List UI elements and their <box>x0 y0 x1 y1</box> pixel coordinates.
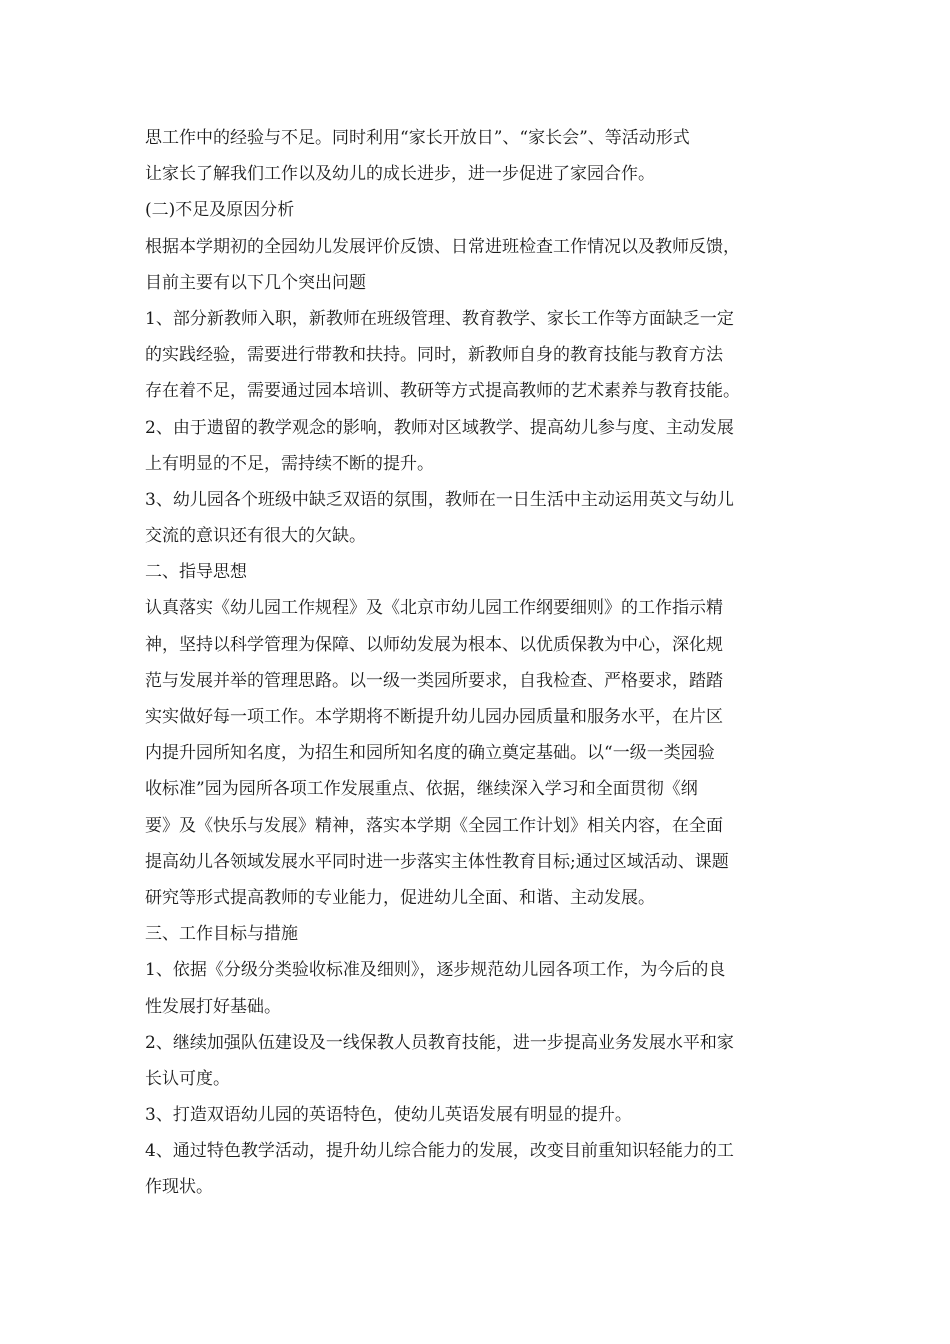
text-line: 范与发展并举的管理思路。以一级一类园所要求，自我检查、严格要求，踏踏 <box>145 670 723 691</box>
list-item-line: 1、依据《分级分类验收标准及细则》，逐步规范幼儿园各项工作，为今后的良 <box>145 960 726 981</box>
list-item-line: 4、通过特色教学活动，提升幼儿综合能力的发展，改变目前重知识轻能力的工 <box>145 1141 734 1162</box>
text-line: 目前主要有以下几个突出问题 <box>145 272 366 293</box>
text-line: 研究等形式提高教师的专业能力，促进幼儿全面、和谐、主动发展。 <box>145 887 655 908</box>
list-item-line: 2、继续加强队伍建设及一线保教人员教育技能，进一步提高业务发展水平和家 <box>145 1032 734 1053</box>
text-line: 神，坚持以科学管理为保障、以师幼发展为根本、以优质保教为中心，深化规 <box>145 634 723 655</box>
section-heading: 二、指导思想 <box>145 562 247 583</box>
text-line: 思工作中的经验与不足。同时利用“家长开放日”、“家长会”、等活动形式 <box>145 128 690 148</box>
section-heading: (二)不足及原因分析 <box>145 200 295 221</box>
list-item-line: 3、幼儿园各个班级中缺乏双语的氛围，教师在一日生活中主动运用英文与幼儿 <box>145 489 734 510</box>
text-line: 根据本学期初的全园幼儿发展评价反馈、日常进班检查工作情况以及教师反馈， <box>145 236 740 257</box>
section-heading: 三、工作目标与措施 <box>145 924 298 945</box>
text-line: 提高幼儿各领域发展水平同时进一步落实主体性教育目标;通过区域活动、课题 <box>145 851 729 872</box>
text-line: 内提升园所知名度，为招生和园所知名度的确立奠定基础。以“一级一类园验 <box>145 743 715 764</box>
text-line: 认真落实《幼儿园工作规程》及《北京市幼儿园工作纲要细则》的工作指示精 <box>145 598 723 619</box>
list-item-line: 性发展打好基础。 <box>145 996 281 1017</box>
list-item-line: 作现状。 <box>145 1177 213 1198</box>
list-item-line: 长认可度。 <box>145 1068 230 1089</box>
text-line: 实实做好每一项工作。本学期将不断提升幼儿园办园质量和服务水平，在片区 <box>145 707 723 727</box>
list-item-line: 1、部分新教师入职，新教师在班级管理、教育教学、家长工作等方面缺乏一定 <box>145 308 734 329</box>
list-item-line: 的实践经验，需要进行带教和扶持。同时，新教师自身的教育技能与教育方法 <box>145 345 723 366</box>
list-item-line: 3、打造双语幼儿园的英语特色，使幼儿英语发展有明显的提升。 <box>145 1105 632 1126</box>
document-body <box>145 120 815 1206</box>
text-line: 收标准”园为园所各项工作发展重点、依据，继续深入学习和全面贯彻《纲 <box>145 779 698 800</box>
text-line: 要》及《快乐与发展》精神，落实本学期《全园工作计划》相关内容，在全面 <box>145 815 723 836</box>
list-item-line: 交流的意识还有很大的欠缺。 <box>145 526 366 547</box>
text-line: 让家长了解我们工作以及幼儿的成长进步，进一步促进了家园合作。 <box>145 164 655 185</box>
list-item-line: 存在着不足，需要通过园本培训、教研等方式提高教师的艺术素养与教育技能。 <box>145 381 740 402</box>
list-item-line: 2、由于遗留的教学观念的影响，教师对区域教学、提高幼儿参与度、主动发展 <box>145 417 734 438</box>
list-item-line: 上有明显的不足，需持续不断的提升。 <box>145 453 434 474</box>
